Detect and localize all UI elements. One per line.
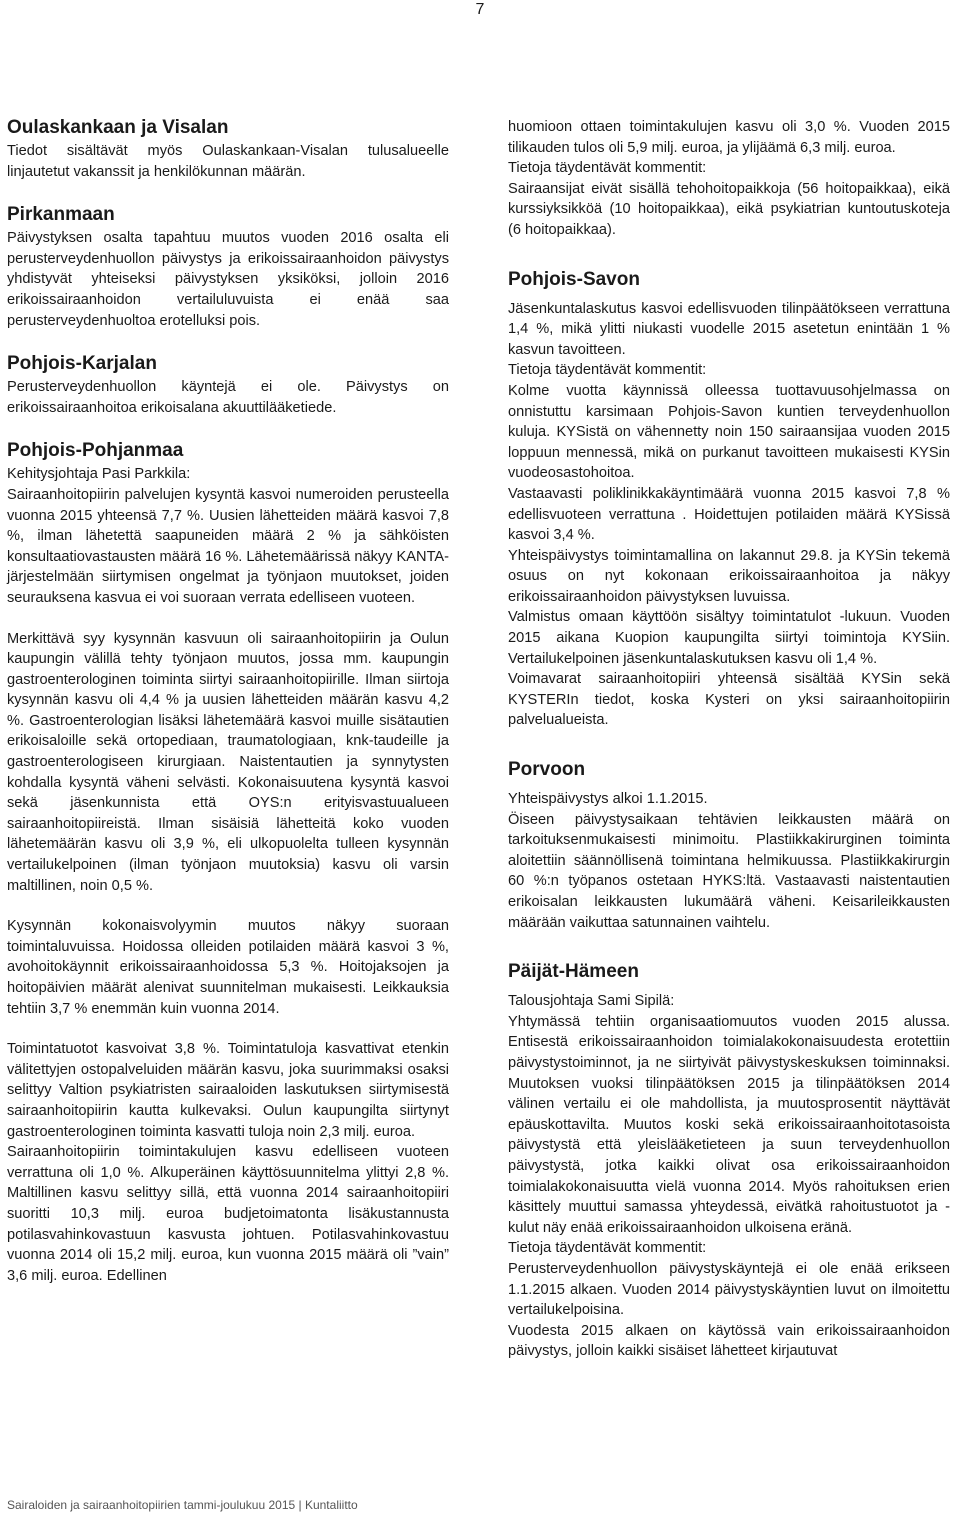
paragraph: Kysynnän kokonaisvolyymin muutos näkyy suoraan toimintaluvuissa. Hoidossa olleiden potilaiden määrä kasvoi 3 %, avohoitokäynnit erikoissairaanhoidossa 5,3 %. Hoitojaksojen ja hoitopäivien määrät alenivat suunnitelman mukaisesti. Leikkauksia tehtiin 3,7 % enemmän kuin vuonna 2014. (7, 918, 449, 1017)
paragraph: Sairaanhoitopiirin toimintakulujen kasvu edelliseen vuoteen verrattuna oli 1,0 %. Alkuperäinen käyttösuunnitelma ylittyi 2,8 %. Maltillinen kasvu selittyy sillä, että vuonna 2014 sairaanhoitopiiri suoritti 10,3 milj. euroa budjetoimatonta lisäkustannusta potilasvahinkovastuun kasvusta johtuen. Potilasvahinkovastuu vuonna 2014 oli 15,2 milj. euroa, kun vuonna 2015 määrä oli ”vain” 3,6 milj. euroa. Edellinen (7, 1144, 449, 1284)
paragraph: Öiseen päivystysaikaan tehtävien leikkausten määrä on tarkoituksenmukaisesti minimoitu. Plastiikkakirurginen toiminta aloitettiin säännöllisenä toimintana helmikuussa. Plastiikkakirurgin 60 %:n työpanos ostetaan HYKS:ltä. Vastaavasti naistentautien erikoisalan leikkausten lukumäärä väheni. Keisarileikkausten määrään vaikuttaa satunnainen vaihtelu. (508, 811, 950, 931)
paragraph: Merkittävä syy kysynnän kasvuun oli sairaanhoitopiirin ja Oulun kaupungin välillä tehty työnjaon muutos, jossa mm. kaupungin gastroenterologinen toiminta siirtyi sairaanhoitopiirille. Ilman siirtoja kysynnän kasvu oli 4,4 % ja uusien lähetteiden määrän kasvu 4,2 %. Gastroenterologian lisäksi lähetemäärä kasvoi muille sisätautien erikoisaloille sekä ortopediaan, traumatologiaan, knk-taudeille ja gastroenterologiseen kirurgiaan. Naistentautien ja synnytysten kohdalla kysyntä väheni selvästi. Kokonaisuutena kysyntä kasvoi sekä jäsenkunnista että OYS:n erityisvastuualueen sairaanhoitopiireistä. Ilman sisäisiä lähetteitä koko vuoden lähetemäärän kasvu oli 3,9 %, eli ulkopuolelta tulleen kysynnän vertailukelpoinen (ilman työnjaon muutoksia) kasvu oli varsin maltillinen, noin 0,5 %. (7, 630, 449, 894)
paragraph: Kolme vuotta käynnissä olleessa tuottavuusohjelmassa on onnistuttu karsimaan Pohjois-Savon kuntien terveydenhuollon kuluja. KYSistä on vähennetty noin 150 sairaansijaa vuoden 2015 loppuun mennessä, mikä on purkanut tavoitteen mukaisesti KYSin vuodeosastohoitoa. (508, 382, 950, 482)
section-heading-oulaskangas: Oulaskankaan ja Visalan (7, 117, 229, 138)
section-heading-pohjois-karjala: Pohjois-Karjalan (7, 353, 157, 375)
paragraph: Toimintatuotot kasvoivat 3,8 %. Toimintatuloja kasvattivat etenkin välitettyjen ostopalveluiden määrän kasvu, joka suurimmaksi osaksi selittyy Valtion psykiatristen sairaaloiden laskutuksen siirtymisestä sairaanhoitopiirin kautta kulkevaksi. Oulun kaupungilta siirtynyt gastroenterologinen toiminta kasvatti tuloja noin 2,3 milj. euroa. (7, 1041, 449, 1140)
left-column (7, 115, 449, 1286)
paragraph: Vuodesta 2015 alkaen on käytössä vain erikoissairaanhoidon päivystys, jolloin kaikki sisäiset lähetteet kirjautuvat (508, 1322, 950, 1360)
section-heading-porvoo: Porvoon (508, 759, 586, 781)
comment-label: Tietoja täydentävät kommentit: (508, 1240, 707, 1257)
paragraph: Yhteispäivystys toimintamallina on lakannut 29.8. ja KYSin tekemä osuus on nyt kokonaan erikoissairaanhoitoa ja näkyy erikoissairaanhoidon päivystyksen luvuissa. (508, 547, 950, 605)
page-number: 7 (475, 1, 485, 18)
section-heading-pohjois-savo: Pohjois-Savon (508, 268, 640, 290)
paragraph: Yhtymässä tehtiin organisaatiomuutos vuoden 2015 alussa. Entisestä erikoissairaanhoidon toimialakokonaisuudesta erotettiin päivystystoiminnot, ja ne siirtyivät päivystyskeskuksen toiminnaksi. Muutoksen vuoksi tilinpäätöksen 2015 ja tilinpäätöksen 2014 välinen vertailu ei ole mahdollista, ja muutosprosentit näyttävät epäuskottavilta. Muutos koski sekä erikoissairaanhoitotasoista päivystystä että yleislääketieteen ja suun terveydenhuollon päivystystä, jotka kaikki olivat osa erikoissairaanhoidon toimialakokonaisuutta vielä vuonna 2014. Myös rahoituksen erien käsittely muuttui samassa yhteydessä, eivätkä rahoitustuotot ja -kulut näy enää erikoissairaanhoidon ulkoisena eränä. (508, 1013, 950, 1236)
right-column (508, 117, 950, 1362)
paragraph: Yhteispäivystys alkoi 1.1.2015. (508, 791, 708, 808)
page-footer: Sairaloiden ja sairaanhoitopiirien tammi-joulukuu 2015 | Kuntaliitto (7, 1498, 358, 1512)
paragraph: Talousjohtaja Sami Sipilä: (508, 993, 675, 1010)
paragraph: Perusterveydenhuollon käyntejä ei ole. Päivystys on erikoissairaanhoitoa erikoisalana akuuttilääketiede. (7, 379, 449, 416)
paragraph: Tiedot sisältävät myös Oulaskankaan-Visalan tulusalueelle linjautetut vakanssit ja henkilökunnan määrän. (7, 143, 449, 180)
paragraph: Jäsenkuntalaskutus kasvoi edellisvuoden tilinpäätökseen verrattuna 1,4 %, mikä ylitti niukasti vuodelle 2015 asetetun enintään 1 % kasvun tavoitteen. (508, 300, 950, 358)
paragraph: Kehitysjohtaja Pasi Parkkila: (7, 466, 191, 483)
paragraph: huomioon ottaen toimintakulujen kasvu oli 3,0 %. Vuoden 2015 tilikauden tulos oli 5,9 milj. euroa, ja ylijäämä 6,3 milj. euroa. (508, 119, 950, 156)
paragraph: Perusterveydenhuollon päivystyskäyntejä ei ole enää erikseen 1.1.2015 alkaen. Vuoden 2014 päivystyskäyntien luvut on ilmoitettu vertailukelpoisina. (508, 1260, 950, 1319)
paragraph: Vastaavasti poliklinikkakäyntimäärä vuonna 2015 kasvoi 7,8 % edellisvuoteen verrattuna . Hoidettujen potilaiden määrä KYSissä kasvoi 3,4 %. (508, 485, 950, 544)
paragraph: Sairaanhoitopiirin palvelujen kysyntä kasvoi numeroiden perusteella vuonna 2015 yhteensä 7,7 %. Uusien lähetteiden määrä kasvoi 7,8 %, ilman lähetettä saapuneiden määrä 2 % ja sähköisten konsultaatiovastausten määrä 16 %. Lähetemäärissä näkyy KANTA-järjestelmään siirtymisen ongelmat ja työnjaon muutokset, joiden seurauksena kasvua ei voi suoraan verrata edelliseen vuoteen. (7, 486, 449, 606)
paragraph: Sairaansijat eivät sisällä tehohoitopaikkoja (56 hoitopaikkaa), eikä kurssiyksikköä (10 hoitopaikkaa), eikä psykiatrian kuntoutuskoteja (6 hoitopaikkaa). (508, 180, 950, 238)
section-heading-pirkanmaa: Pirkanmaan (7, 204, 115, 226)
paragraph: Voimavarat sairaanhoitopiiri yhteensä sisältää KYSin sekä KYSTERIn tiedot, koska Kysteri on yksi sairaanhoitopiirin palvelualueista. (508, 671, 950, 729)
paragraph: Valmistus omaan käyttöön sisältyy toimintatulot -lukuun. Vuoden 2015 aikana Kuopion kaupungilta siirtyi toimintoja KYSiin. Vertailukelpoinen jäsenkuntalaskutuksen kasvu oli 1,4 %. (508, 609, 950, 667)
paragraph: Päivystyksen osalta tapahtuu muutos vuoden 2016 osalta eli perusterveydenhuollon päivystys ja erikoissairaanhoidon päivystys yhdistyvät yhteiseksi päivystyksen yksiköksi, jolloin 2016 erikoissairaanhoidon vertailuluvuista ei enää saa perusterveydenhuoltoa erotelluksi pois. (7, 230, 449, 329)
comment-label: Tietoja täydentävät kommentit: (508, 362, 707, 379)
comment-label: Tietoja täydentävät kommentit: (508, 160, 707, 177)
section-heading-paijat-hame: Päijät-Hämeen (508, 961, 639, 983)
section-heading-pohjois-pohjanmaa: Pohjois-Pohjanmaa (7, 440, 184, 462)
